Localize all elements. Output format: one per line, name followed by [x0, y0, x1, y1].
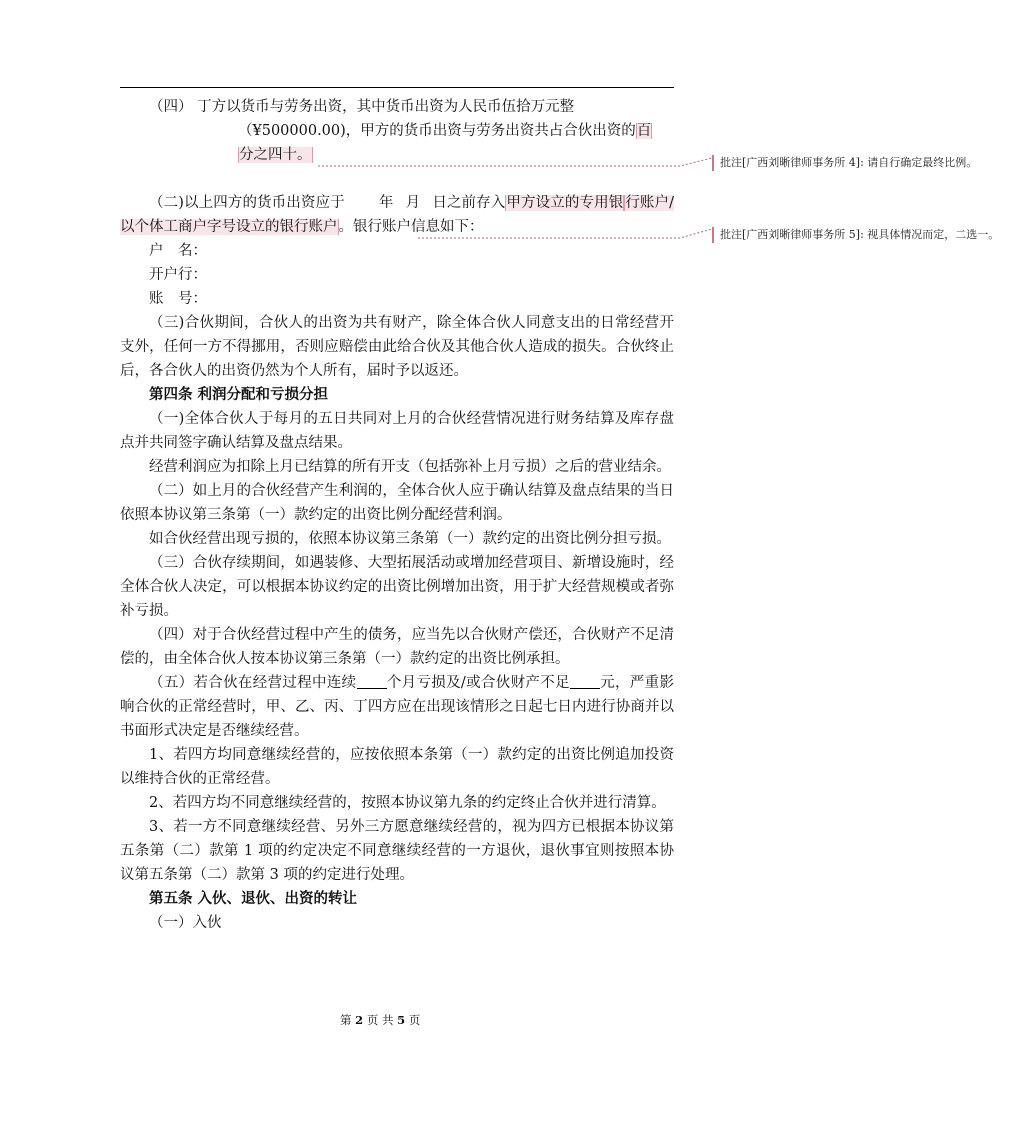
para-4-1: （一)全体合伙人于每月的五日共同对上月的合伙经营情况进行财务结算及库存盘点并共同签字确认结算及盘点结果。: [120, 411, 674, 451]
blank-months[interactable]: [357, 672, 387, 689]
para-common-property: （三)合伙期间，合伙人的出资为共有财产，除全体合伙人同意支出的日常经营开支外，任何一方不得挪用，否则应赔偿由此给合伙及其他合伙人造成的损失。合伙终止后，各合伙人的出资仍然为个人所有，届时予以返还。: [120, 315, 674, 379]
para-4-7: （五）若合伙在经营过程中连续 个月亏损及/或合伙财产不足 元，严重影响合伙的正常经营时，甲、乙、丙、丁四方应在出现该情形之日起七日内进行协商并以书面形式决定是否继续经营。: [120, 671, 674, 743]
para-5-1: （一）入伙: [149, 915, 222, 931]
account-name: 户 名：: [149, 243, 207, 259]
account-number: 账 号：: [149, 291, 207, 307]
para-4-4: 如合伙经营出现亏损的，依照本协议第三条第（一）款约定的出资比例分担亏损。: [149, 531, 671, 547]
page-footer: 第 2 页 共 5 页: [340, 1013, 421, 1027]
account-bank: 开户行：: [149, 267, 207, 283]
highlight-ratio-1[interactable]: 百: [636, 123, 652, 139]
highlight-account-2[interactable]: 行账户/以个体工商户字号设立的银行账户: [120, 195, 675, 235]
para-4-10: 3、若一方不同意继续经营、另外三方愿意继续经营的，视为四方已根据本协议第五条第（二）款第 1 项的约定决定不同意继续经营的一方退伙，退伙事宜则按照本协议第五条第（二）款第 3 项的约定进行处理。: [120, 819, 674, 883]
para-4-5: （三）合伙存续期间，如遇装修、大型拓展活动或增加经营项目、新增设施时，经全体合伙人决定，可以根据本协议约定的出资比例增加出资，用于扩大经营规模或者弥补亏损。: [120, 555, 674, 619]
para-4-8: 1、若四方均同意继续经营的，应按依照本条第（一）款约定的出资比例追加投资以维持合伙的正常经营。: [120, 747, 674, 787]
heading-article-4: 第四条 利润分配和亏损分担: [149, 386, 329, 403]
para-4-2: 经营利润应为扣除上月已结算的所有开支（包括弥补上月亏损）之后的营业结余。: [149, 459, 671, 475]
para-clause-4: （四） 丁方以货币与劳务出资，其中货币出资为人民币伍拾万元整: [149, 99, 575, 115]
page-number: 2: [355, 1013, 364, 1027]
comment-5[interactable]: 批注[广西刘晰律师事务所 5]: 视具体情况而定，二选一。: [712, 227, 999, 243]
heading-article-5: 第五条 入伙、退伙、出资的转让: [149, 890, 358, 907]
para-clause-4-end: [120, 143, 674, 167]
comment-4[interactable]: 批注[广西刘晰律师事务所 4]: 请自行确定最终比例。: [712, 155, 977, 171]
blank-amount[interactable]: [570, 672, 600, 689]
para-4-3: （二）如上月的合伙经营产生利润的，全体合伙人应于确认结算及盘点结果的当日依照本协议第三条第（一）款约定的出资比例分配经营利润。: [120, 483, 674, 523]
para-4-9: 2、若四方均不同意继续经营的，按照本协议第九条的约定终止合伙并进行清算。: [149, 795, 666, 811]
para-4-6: （四）对于合伙经营过程中产生的债务，应当先以合伙财产偿还，合伙财产不足清偿的，由全体合伙人按本协议第三条第（一）款约定的出资比例承担。: [120, 627, 674, 667]
para-clause-4-cont: （¥500000.00)，甲方的货币出资与劳务出资共占合伙出资的百: [238, 123, 652, 139]
page-total: 5: [397, 1013, 406, 1027]
para-deposit: （二)以上四方的货币出资应于 年 月 日之前存入甲方设立的专用银 行账户/以个体工商户字号设立的银行账户。银行账户信息如下：: [120, 195, 675, 235]
highlight-account-1[interactable]: 甲方设立的专用银: [506, 195, 624, 211]
highlight-ratio-2[interactable]: 分之四十。: [239, 147, 312, 163]
document-body: [120, 95, 674, 935]
